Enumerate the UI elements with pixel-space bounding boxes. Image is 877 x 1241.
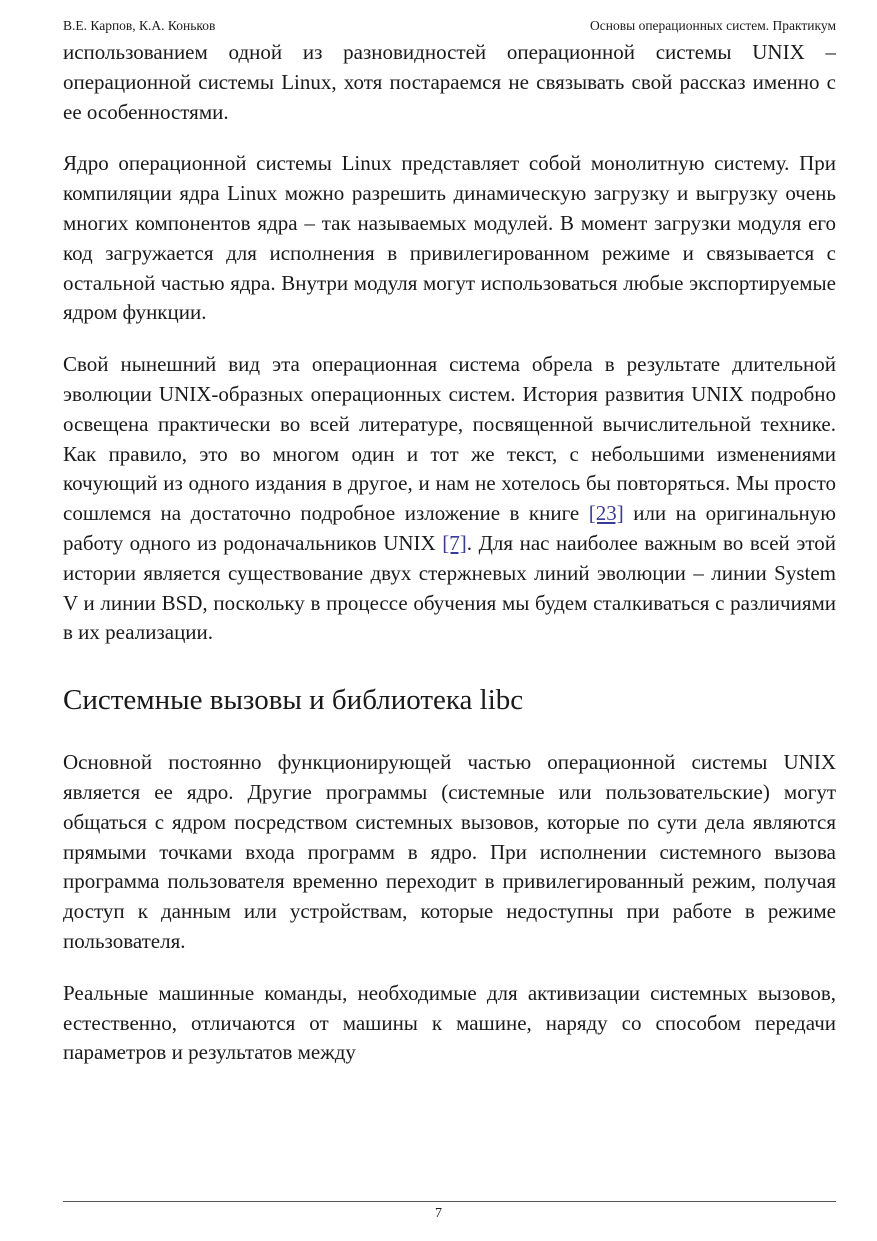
header-authors: В.Е. Карпов, К.А. Коньков xyxy=(63,18,216,33)
paragraph-text: или на оригинальную работу одного из родоначальников UNIX xyxy=(63,501,836,555)
paragraph-machine-commands: Реальные машинные команды, необходимые для активизации системных вызовов, естественно, отличаются от машины к машине, наряду со способом передачи параметров и результатов между xyxy=(63,980,836,1065)
paragraph-linux-kernel: Ядро операционной системы Linux представляет собой монолитную систему. При компиляции ядра Linux можно разрешить динамическую загрузку и выгрузку очень многих компонентов ядра – так называемых модулей. В момент загрузки модуля его код загружается для исполнения в привилегированном режиме и связывается с остальной частью ядра. Внутри модуля могут использоваться любые экспортируемые ядром функции. xyxy=(63,151,836,325)
paragraph-system-calls: Основной постоянно функционирующей частью операционной системы UNIX является ее ядро. Другие программы (системные или пользовательские) могут общаться с ядром посредством системных вызовов, которые по сути дела являются прямыми точками входа программ в ядро. При исполнении системного вызова программа пользователя временно переходит в привилегированный режим, получая доступ к данным или устройствам, которые недоступны при работе в режиме пользователя. xyxy=(63,750,836,953)
paragraph-unix-history xyxy=(63,350,836,648)
running-header xyxy=(63,16,836,36)
paragraph-continued: использованием одной из разновидностей операционной системы UNIX – операционной системы Linux, хотя постараемся не связывать свой рассказ именно с ее особенностями. xyxy=(63,40,836,124)
page-content xyxy=(63,38,836,1090)
footer-divider xyxy=(63,1201,836,1202)
paragraph-text: . Для нас наиболее важным во всей этой истории является существование двух стержневых линий эволюции – линии System V и линии BSD, поскольку в процессе обучения мы будем сталкиваться с различиями в их реализации. xyxy=(63,530,836,645)
section-heading: Системные вызовы и библиотека libc xyxy=(63,684,524,717)
paragraph-text: Свой нынешний вид эта операционная система обрела в результате длительной эволюции UNIX-образных операционных систем. История развития UNIX подробно освещена практически во всей литературе, посвященной вычислительной технике. Как правило, это во многом один и тот же текст, с небольшими изменениями кочующий из одного издания в другое, и нам не хотелось бы повторяться. Мы просто сошлемся на достаточно подробное изложение в книге xyxy=(63,352,836,526)
reference-link-7[interactable]: [7] xyxy=(442,530,467,555)
page-number: 7 xyxy=(435,1206,442,1221)
header-book-title: Основы операционных систем. Практикум xyxy=(590,18,836,33)
reference-link-23[interactable]: [23] xyxy=(588,501,624,526)
